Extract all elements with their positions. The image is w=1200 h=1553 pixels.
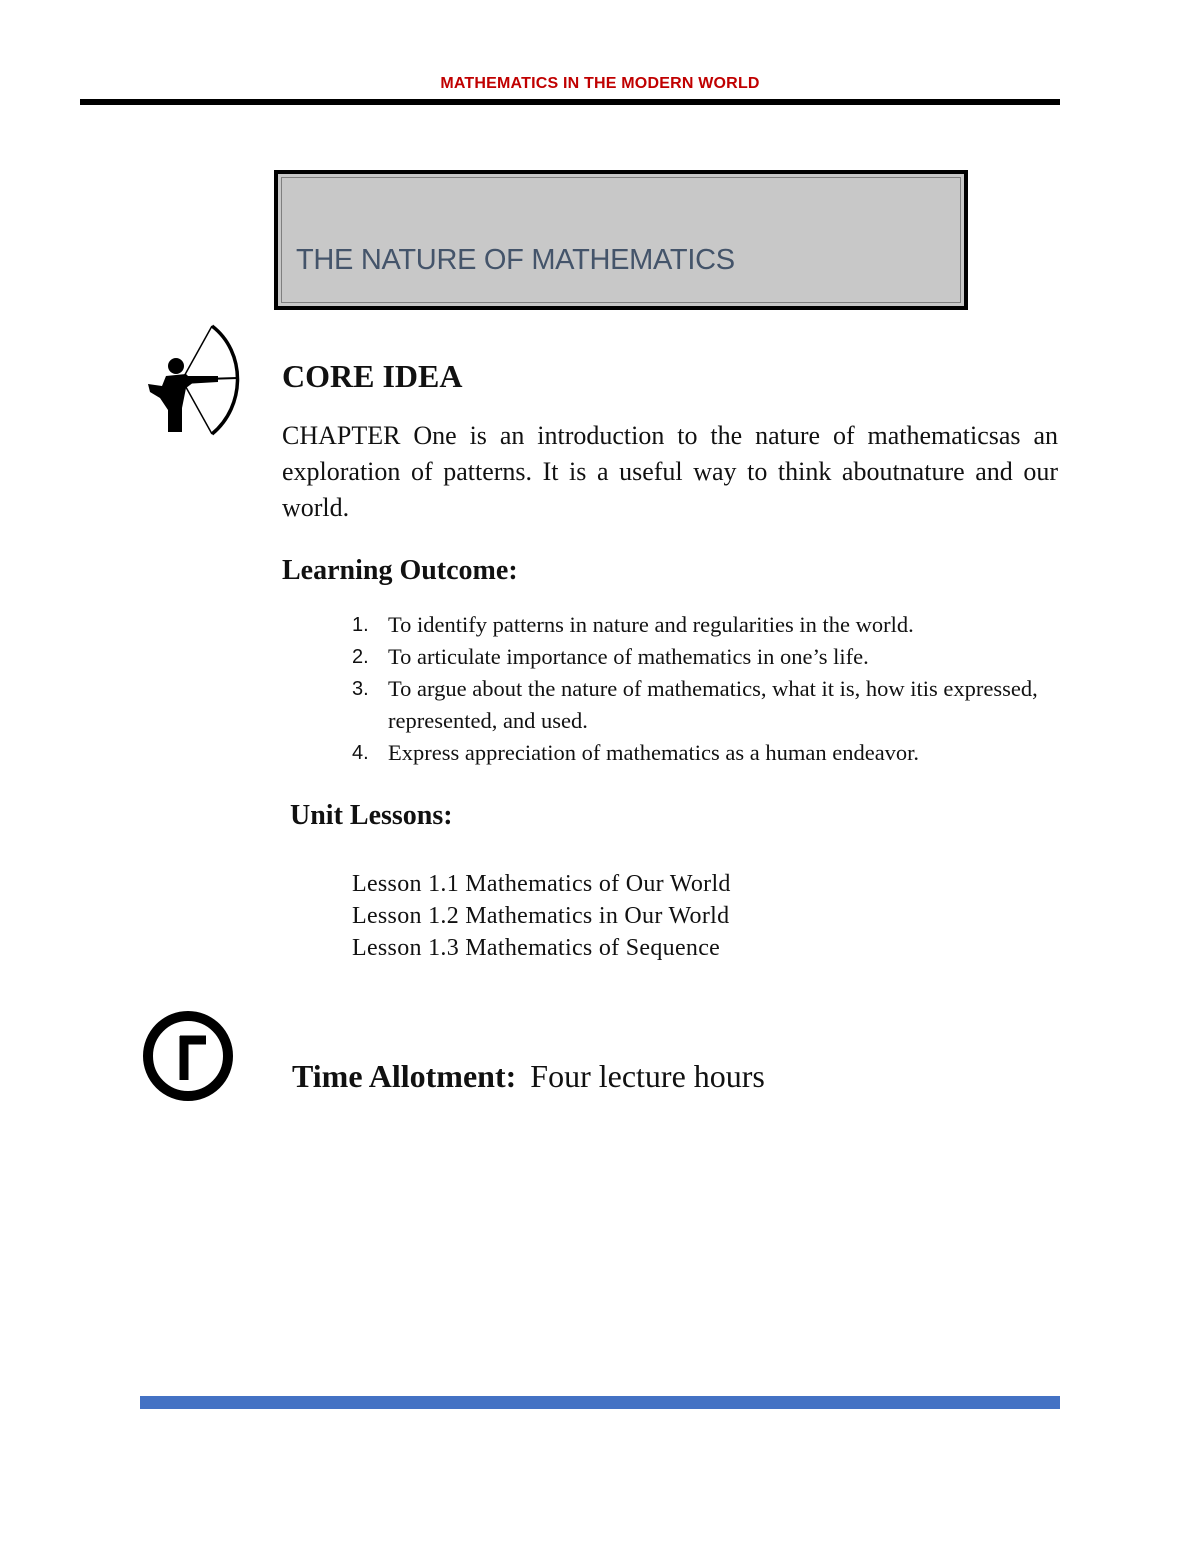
learning-outcome-heading-suffix: : [508,555,518,586]
learning-outcome-heading-label: Learning Outcome [282,555,509,586]
list-item [352,737,1064,769]
archer-icon [142,322,242,438]
chapter-title: THE NATURE OF MATHEMATICS [296,244,735,276]
list-item [352,641,1064,673]
list-item-text: Express appreciation of mathematics as a human endeavor. [388,740,920,765]
core-idea-heading: CORE IDEA [282,358,463,394]
clock-icon [140,1008,236,1104]
lesson-item: Lesson 1.2 Mathematics in Our World [352,903,730,929]
header-title: MATHEMATICS IN THE MODERN WORLD [440,75,760,92]
time-allotment [292,1058,765,1095]
list-item-text: To argue about the nature of mathematics, what it is, how itis expressed, represented, and used. [388,676,1038,733]
list-item [352,609,1064,641]
chapter-title-box-inner [281,177,961,303]
chapter-title-box [274,170,968,310]
list-item-number: 4. [352,742,369,764]
learning-outcome-heading [282,555,518,587]
list-item-text: To identify patterns in nature and regularities in the world. [388,612,914,637]
time-allotment-value: Four lecture hours [530,1058,765,1094]
list-item-text: To articulate importance of mathematics in one’s life. [388,644,869,669]
lesson-list [352,868,731,964]
unit-lessons-heading: Unit Lessons: [290,800,453,831]
footer-divider [140,1396,1060,1409]
time-allotment-label: Time Allotment: [292,1058,517,1094]
header-divider [80,99,1060,105]
list-item-number: 2. [352,646,369,668]
lesson-item: Lesson 1.3 Mathematics of Sequence [352,935,721,961]
list-item-number: 1. [352,614,369,636]
list-item [352,673,1064,737]
learning-outcome-list [352,609,1064,769]
core-idea-text: CHAPTER One is an introduction to the nature of mathematicsas an exploration of patterns. It is a useful way to think aboutnature and our world. [282,421,1058,522]
lesson-item: Lesson 1.1 Mathematics of Our World [352,871,731,897]
list-item-number: 3. [352,678,369,700]
